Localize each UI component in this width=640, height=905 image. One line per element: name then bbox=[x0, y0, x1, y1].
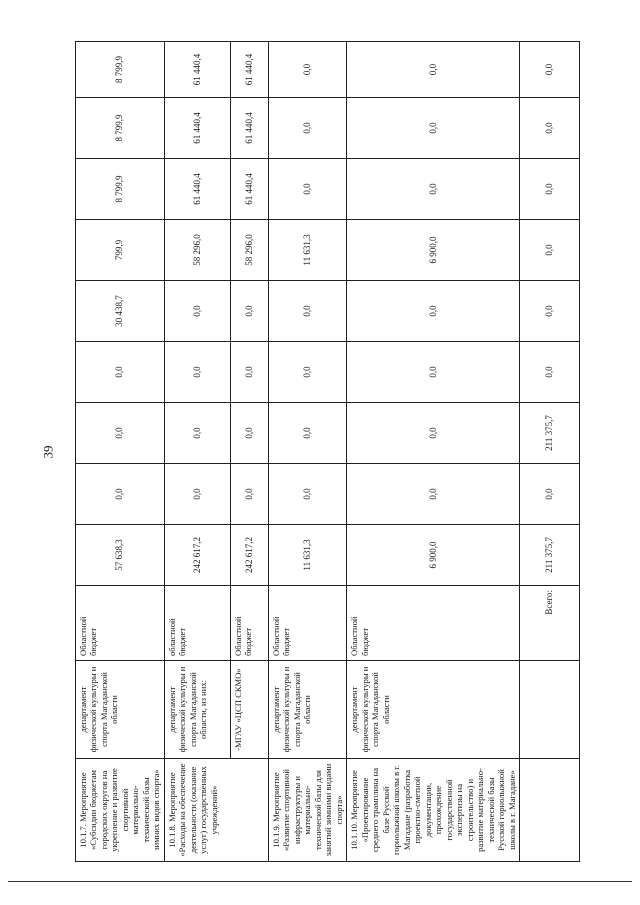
total-amount-cell: 0,0 bbox=[520, 281, 580, 342]
amount-cell: 0,0 bbox=[76, 403, 165, 464]
table-row bbox=[347, 42, 520, 862]
amount-cell: 0,0 bbox=[268, 159, 346, 220]
amount-cell: 0,0 bbox=[76, 342, 165, 403]
executor-cell: департамент физической культуры и спорта Магаданской области bbox=[76, 661, 165, 759]
executor-cell: департамент физической культуры и спорта Магаданской области bbox=[347, 661, 520, 759]
measure-name-cell: 10.1.10. Мероприятие «Проектирование среднего трамплина на базе Русской горнолыжной школы в г. Магадане (разработка проектно-сметной документации, прохождение государственной экспертизы на строительство) и развитие материально-технической базы Русской горнолыжной школы в г. Магадане» bbox=[347, 759, 520, 862]
rotated-table-container bbox=[75, 42, 565, 862]
amount-cell: 0,0 bbox=[76, 464, 165, 525]
total-amount-cell: 0,0 bbox=[520, 464, 580, 525]
amount-cell: 8 799,9 bbox=[76, 42, 165, 98]
amount-cell: 0,0 bbox=[164, 403, 230, 464]
table-row bbox=[230, 42, 268, 862]
amount-cell: 6 900,0 bbox=[347, 220, 520, 281]
amount-cell: 0,0 bbox=[347, 342, 520, 403]
table-row bbox=[268, 42, 346, 862]
empty-cell bbox=[520, 661, 580, 759]
total-amount-cell: 0,0 bbox=[520, 42, 580, 98]
amount-cell: 0,0 bbox=[268, 342, 346, 403]
amount-cell: 0,0 bbox=[268, 403, 346, 464]
amount-cell: 11 631,3 bbox=[268, 525, 346, 586]
executor-cell: департамент физической культуры и спорта Магаданской области, из них: bbox=[164, 661, 230, 759]
page-number: 39 bbox=[40, 445, 56, 459]
funding-source-cell: областной бюджет bbox=[164, 586, 230, 661]
table-row bbox=[164, 42, 230, 862]
amount-cell: 0,0 bbox=[230, 342, 268, 403]
amount-cell: 0,0 bbox=[268, 464, 346, 525]
amount-cell: 61 440,4 bbox=[230, 98, 268, 159]
budget-table bbox=[75, 41, 580, 862]
total-amount-cell: 0,0 bbox=[520, 159, 580, 220]
total-row bbox=[520, 42, 580, 862]
funding-source-cell: Областной бюджет bbox=[268, 586, 346, 661]
amount-cell: 58 296,0 bbox=[230, 220, 268, 281]
amount-cell: 6 900,0 bbox=[347, 525, 520, 586]
amount-cell: 30 438,7 bbox=[76, 281, 165, 342]
amount-cell: 0,0 bbox=[268, 281, 346, 342]
amount-cell: 61 440,4 bbox=[164, 98, 230, 159]
table-row bbox=[76, 42, 165, 862]
funding-source-cell: Областной бюджет bbox=[76, 586, 165, 661]
amount-cell: 0,0 bbox=[347, 98, 520, 159]
amount-cell: 61 440,4 bbox=[230, 42, 268, 98]
total-amount-cell: 0,0 bbox=[520, 98, 580, 159]
amount-cell: 61 440,4 bbox=[164, 42, 230, 98]
total-amount-cell: 211 375,7 bbox=[520, 525, 580, 586]
measure-name-cell: 10.1.8. Мероприятие «Расходы на обеспечение деятельности (оказание услуг) государственных учреждений» bbox=[164, 759, 268, 862]
total-amount-cell: 0,0 bbox=[520, 220, 580, 281]
funding-source-cell: Областной бюджет bbox=[230, 586, 268, 661]
amount-cell: 242 617,2 bbox=[164, 525, 230, 586]
amount-cell: 0,0 bbox=[164, 464, 230, 525]
funding-source-cell: Областной бюджет bbox=[347, 586, 520, 661]
amount-cell: 0,0 bbox=[268, 42, 346, 98]
amount-cell: 799,9 bbox=[76, 220, 165, 281]
amount-cell: 8 799,9 bbox=[76, 159, 165, 220]
amount-cell: 57 638,3 bbox=[76, 525, 165, 586]
footer-rule bbox=[8, 881, 632, 882]
total-label: Всего: bbox=[520, 586, 580, 661]
amount-cell: 0,0 bbox=[164, 281, 230, 342]
total-amount-cell: 0,0 bbox=[520, 342, 580, 403]
amount-cell: 0,0 bbox=[347, 281, 520, 342]
amount-cell: 61 440,4 bbox=[230, 159, 268, 220]
amount-cell: 0,0 bbox=[268, 98, 346, 159]
empty-cell bbox=[520, 759, 580, 862]
amount-cell: 0,0 bbox=[347, 464, 520, 525]
amount-cell: 0,0 bbox=[230, 281, 268, 342]
total-amount-cell: 211 375,7 bbox=[520, 403, 580, 464]
amount-cell: 0,0 bbox=[347, 42, 520, 98]
amount-cell: 61 440,4 bbox=[164, 159, 230, 220]
measure-name-cell: 10.1.9. Мероприятие «Развитие спортивной инфраструктуры и материально-технической базы для занятий зимними видами спорта» bbox=[268, 759, 346, 862]
amount-cell: 11 631,3 bbox=[268, 220, 346, 281]
amount-cell: 8 799,9 bbox=[76, 98, 165, 159]
amount-cell: 0,0 bbox=[347, 159, 520, 220]
amount-cell: 0,0 bbox=[347, 403, 520, 464]
executor-cell: -МГАУ «ЦСП СКМО» bbox=[230, 661, 268, 759]
amount-cell: 242 617,2 bbox=[230, 525, 268, 586]
executor-cell: департамент физической культуры и спорта Магаданской области bbox=[268, 661, 346, 759]
amount-cell: 0,0 bbox=[164, 342, 230, 403]
amount-cell: 0,0 bbox=[230, 403, 268, 464]
measure-name-cell: 10.1.7. Мероприятие «Субсидии бюджетам городских округов на укрепление и развитие спортивной материально-технической базы зимних видов спорта» bbox=[76, 759, 165, 862]
amount-cell: 0,0 bbox=[230, 464, 268, 525]
amount-cell: 58 296,0 bbox=[164, 220, 230, 281]
